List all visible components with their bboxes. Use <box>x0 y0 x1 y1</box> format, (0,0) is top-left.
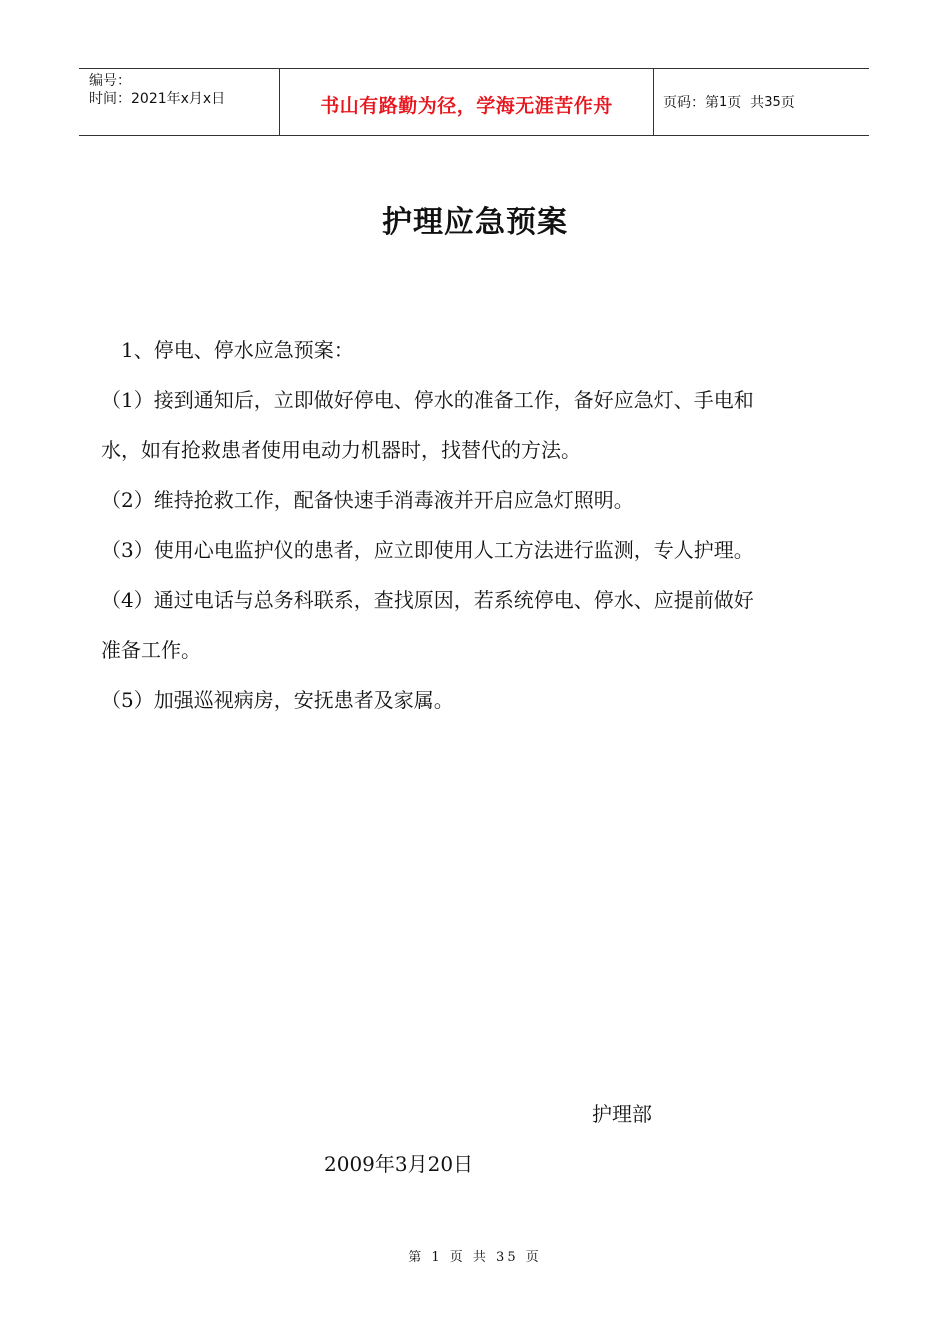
page-total-number: 35 <box>764 94 781 110</box>
header-page-cell <box>654 69 869 135</box>
body-line: （4）通过电话与总务科联系，查找原因，若系统停电、停水、应提前做好 <box>101 588 754 612</box>
body-line: 准备工作。 <box>101 638 201 662</box>
body-line: （3）使用心电监护仪的患者，应立即使用人工方法进行监测，专人护理。 <box>101 538 754 562</box>
document-header-table <box>79 68 869 136</box>
body-line: （1）接到通知后，立即做好停电、停水的准备工作，备好应急灯、手电和 <box>101 388 754 412</box>
page-middle: 页 共 <box>727 95 765 111</box>
signature-date: 2009年3月20日 <box>324 1152 474 1176</box>
signature-department: 护理部 <box>592 1102 652 1126</box>
header-meta-cell <box>79 69 280 135</box>
page-prefix: 页码：第 <box>663 95 719 111</box>
document-time-label: 时间：2021年x月x日 <box>89 91 226 107</box>
header-slogan-cell <box>280 69 654 135</box>
document-number-label: 编号： <box>89 73 131 89</box>
document-body <box>101 325 861 725</box>
footer-page-number: 第 1 页 共 35 页 <box>408 1250 542 1265</box>
body-line: 水，如有抢救患者使用电动力机器时，找替代的方法。 <box>101 438 581 462</box>
section-heading: 1、停电、停水应急预案： <box>121 338 354 362</box>
document-title: 护理应急预案 <box>382 205 568 240</box>
body-line: （2）维持抢救工作，配备快速手消毒液并开启应急灯照明。 <box>101 488 634 512</box>
page-current-number: 1 <box>719 94 728 110</box>
body-line: （5）加强巡视病房，安抚患者及家属。 <box>101 688 454 712</box>
header-slogan: 书山有路勤为径，学海无涯苦作舟 <box>320 94 613 117</box>
page-suffix: 页 <box>780 95 795 111</box>
